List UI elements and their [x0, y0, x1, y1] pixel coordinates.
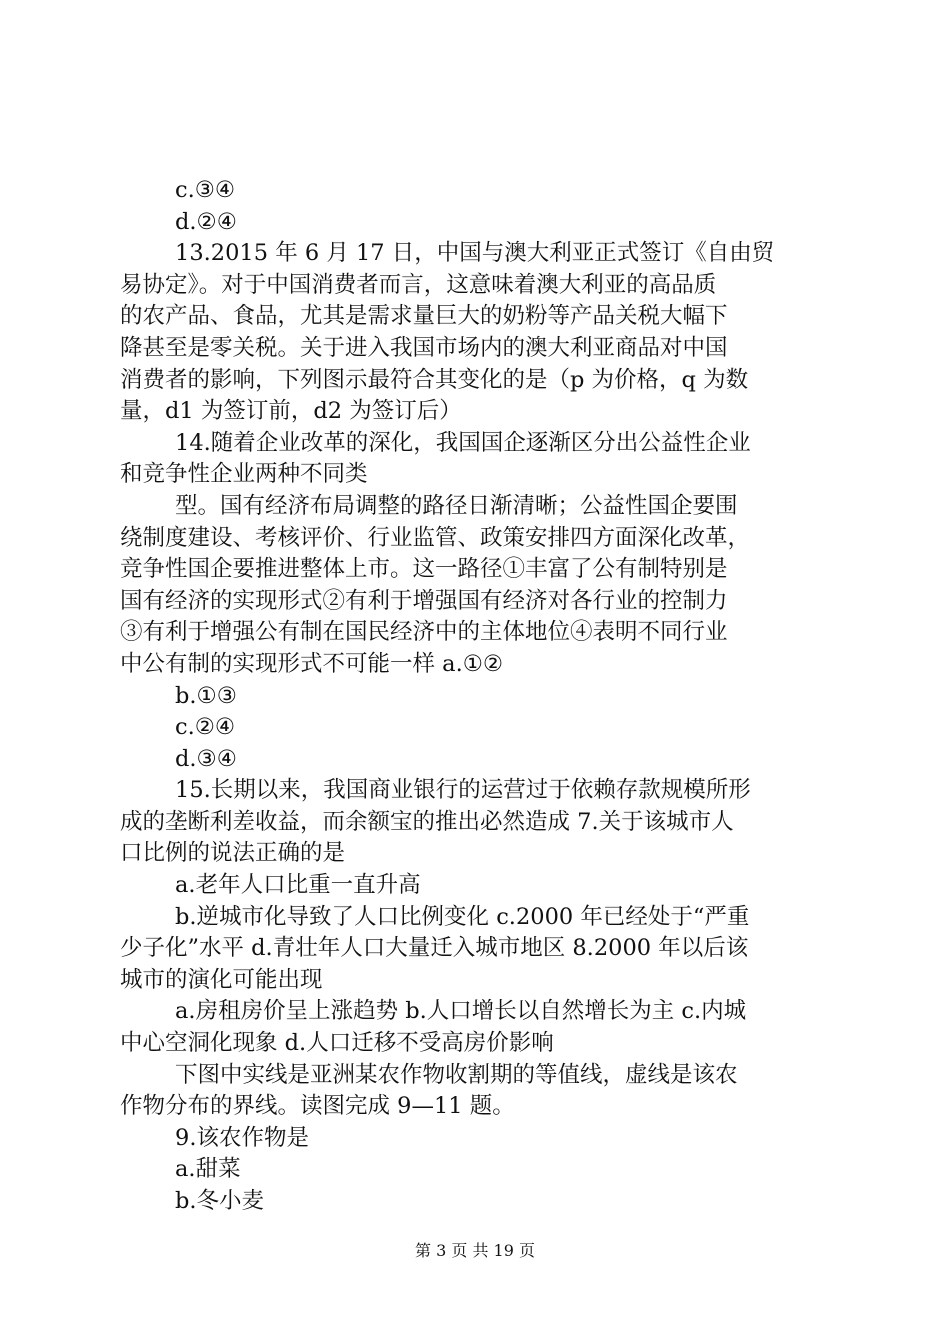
- page-footer: 第 3 页 共 19 页: [415, 1241, 535, 1260]
- text-line: 中公有制的实现形式不可能一样 a.①②: [120, 650, 504, 677]
- text-line: 15.长期以来，我国商业银行的运营过于依赖存款规模所形: [175, 777, 751, 804]
- text-line: 城市的演化可能出现: [120, 966, 323, 993]
- text-line: c.③④: [175, 177, 236, 203]
- text-line: c.②④: [175, 714, 236, 741]
- text-line: 成的垄断利差收益，而余额宝的推出必然造成 7.关于该城市人: [120, 808, 734, 835]
- text-line: 量，d1 为签订前，d2 为签订后）: [120, 398, 462, 425]
- text-line: b.逆城市化导致了人口比例变化 c.2000 年已经处于“严重: [175, 903, 750, 930]
- text-line: ③有利于增强公有制在国民经济中的主体地位④表明不同行业: [120, 619, 728, 646]
- text-line: 中心空洞化现象 d.人口迁移不受高房价影响: [120, 1030, 554, 1057]
- text-line: a.老年人口比重一直升高: [175, 872, 421, 899]
- text-line: 型。国有经济布局调整的路径日渐清晰；公益性国企要围: [175, 492, 738, 519]
- text-line: 消费者的影响，下列图示最符合其变化的是（p 为价格，q 为数: [120, 366, 749, 393]
- text-line: 口比例的说法正确的是: [120, 840, 346, 867]
- text-line: d.②④: [175, 208, 237, 235]
- text-line: 少子化”水平 d.青壮年人口大量迁入城市地区 8.2000 年以后该: [120, 935, 749, 962]
- text-line: 降甚至是零关税。关于进入我国市场内的澳大利亚商品对中国: [120, 334, 728, 361]
- text-line: 13.2015 年 6 月 17 日，中国与澳大利亚正式签订《自由贸: [175, 240, 775, 267]
- text-line: 作物分布的界线。读图完成 9—11 题。: [120, 1093, 515, 1120]
- text-line: 易协定》。对于中国消费者而言，这意味着澳大利亚的高品质: [120, 271, 717, 298]
- text-line: a.甜菜: [175, 1156, 241, 1183]
- text-line: 的农产品、食品，尤其是需求量巨大的奶粉等产品关税大幅下: [120, 303, 728, 330]
- text-line: 和竞争性企业两种不同类: [120, 461, 368, 488]
- text-line: b.冬小麦: [175, 1188, 265, 1214]
- text-line: 绕制度建设、考核评价、行业监管、政策安排四方面深化改革，: [120, 524, 751, 551]
- text-line: a.房租房价呈上涨趋势 b.人口增长以自然增长为主 c.内城: [175, 998, 747, 1025]
- text-line: 14.随着企业改革的深化，我国国企逐渐区分出公益性企业: [175, 429, 751, 456]
- text-line: d.③④: [175, 745, 237, 772]
- text-line: b.①③: [175, 682, 237, 709]
- text-line: 9.该农作物是: [175, 1124, 309, 1151]
- text-line: 国有经济的实现形式②有利于增强国有经济对各行业的控制力: [120, 587, 728, 614]
- text-line: 竞争性国企要推进整体上市。这一路径①丰富了公有制特别是: [120, 556, 728, 583]
- document-body: [120, 175, 832, 1218]
- text-line: 下图中实线是亚洲某农作物收割期的等值线，虚线是该农: [175, 1061, 738, 1088]
